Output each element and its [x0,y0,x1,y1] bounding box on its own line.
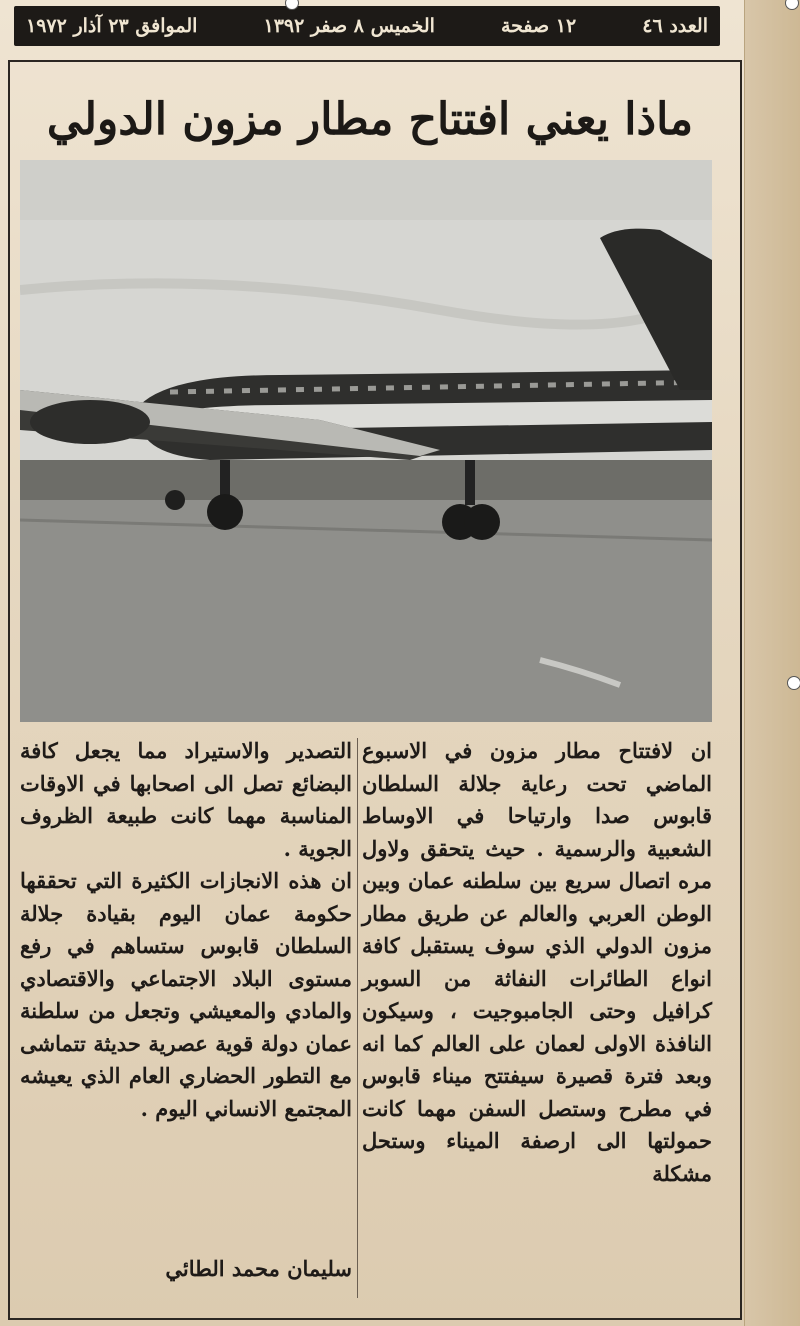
hijri-date: الخميس ٨ صفر ١٣٩٢ [263,15,435,37]
article-paragraph: ان هذه الانجازات الكثيرة التي تحققها حكومة عمان اليوم بقيادة جلالة السلطان قابوس ستساهم في رفع مستوى البلاد الاجتماعي والاقتصادي والمادي والمعيشي وتجعل من سلطنة عمان دولة قوية عصرية حديثة تتماشى مع التطور الحضاري العام الذي يعيشه المجتمع الانساني اليوم . [20,868,352,1121]
gregorian-date: الموافق ٢٣ آذار ١٩٧٢ [26,15,198,37]
article-column-left [20,735,352,1125]
author-byline: سليمان محمد الطائي [165,1256,352,1281]
newspaper-header [14,6,720,46]
binder-hole [787,676,800,690]
page-count: ١٢ صفحة [500,15,577,37]
article-column-right [362,735,712,1190]
article-paragraph: ان لافتتاح مطار مزون في الاسبوع الماضي تحت رعاية جلالة السلطان قابوس صدا وارتياحا في الاوساط الشعبية والرسمية . حيث يتحقق ولاول مره اتصال سريع بين سلطنه عمان وبين الوطن العربي والعالم عن طريق مطار مزون الدولي الذي سوف يستقبل كافة انواع الطائرات النفاثة من السوبر كرافيل وحتى الجامبوجيت ، وسيكون النافذة الاولى لعمان على العالم كما انه وبعد فترة قصيرة سيفتتح ميناء قابوس في مطرح وستصل السفن مهما كانت حمولتها الى ارصفة الميناء وستحل مشكلة [362,738,712,1186]
issue-number: العدد ٤٦ [642,15,708,37]
airplane-photo [20,160,712,722]
paper-edge [744,0,800,1326]
article-headline: ماذا يعني افتتاح مطار مزون الدولي [46,94,694,145]
article-paragraph: التصدير والاستيراد مما يجعل كافة البضائع تصل الى اصحابها في الاوقات المناسبة مهما كانت طبيعة الظروف الجوية . [20,738,352,861]
airplane-illustration [20,160,712,722]
column-divider [357,738,358,1298]
